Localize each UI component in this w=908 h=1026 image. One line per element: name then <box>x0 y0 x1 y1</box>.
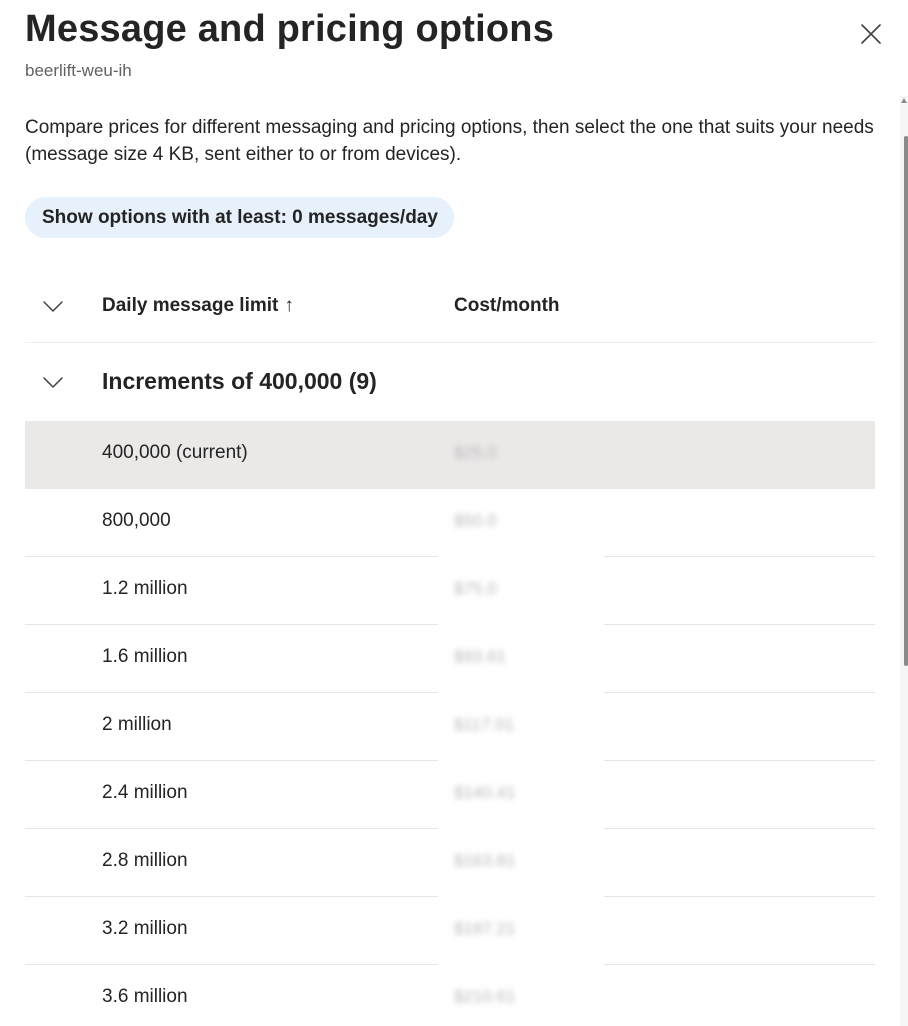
table-row[interactable] <box>25 693 875 761</box>
collapse-all-button[interactable] <box>43 297 63 317</box>
row-cost: $50.0 <box>454 511 497 530</box>
message-filter-pill[interactable] <box>25 197 454 238</box>
row-cost: $187.21 <box>454 919 516 938</box>
table-row[interactable] <box>25 625 875 693</box>
page-title: Message and pricing options <box>25 8 555 50</box>
row-daily-limit: 1.2 million <box>102 578 188 599</box>
row-daily-limit: 1.6 million <box>102 646 188 667</box>
row-daily-limit: 2 million <box>102 714 172 735</box>
column-header-daily-limit[interactable] <box>102 295 294 317</box>
table-row[interactable] <box>25 897 875 965</box>
description-text: Compare prices for different messaging and pricing options, then select the one that suits your needs (message size 4 KB, sent either to or from devices). <box>25 117 874 165</box>
row-cost: $140.41 <box>454 783 516 802</box>
table-row[interactable] <box>25 965 875 1026</box>
table-row[interactable] <box>25 761 875 829</box>
row-cost: $93.61 <box>454 647 506 666</box>
row-daily-limit: 800,000 <box>102 510 171 531</box>
row-cost: $210.61 <box>454 987 516 1006</box>
column-header-daily-limit-label: Daily message limit <box>102 295 279 316</box>
column-header-cost[interactable]: Cost/month <box>454 295 560 316</box>
scroll-up-icon[interactable] <box>901 98 907 103</box>
collapse-group-button[interactable] <box>43 373 63 393</box>
table-row[interactable] <box>25 421 875 489</box>
chevron-down-icon <box>43 377 63 389</box>
row-daily-limit: 3.2 million <box>102 918 188 939</box>
scrollbar-thumb[interactable] <box>904 136 908 666</box>
pricing-table <box>25 272 875 1026</box>
close-icon <box>860 23 882 45</box>
page-subtitle: beerlift-weu-ih <box>25 61 132 80</box>
table-header-row <box>25 272 875 343</box>
group-header-row[interactable] <box>25 343 875 421</box>
row-cost: $75.0 <box>454 579 497 598</box>
chevron-down-icon <box>43 301 63 313</box>
table-row[interactable] <box>25 557 875 625</box>
table-row[interactable] <box>25 489 875 557</box>
filter-label: Show options with at least: 0 messages/day <box>42 206 438 228</box>
row-daily-limit: 3.6 million <box>102 986 188 1007</box>
row-cost: $163.81 <box>454 851 516 870</box>
table-row[interactable] <box>25 829 875 897</box>
row-cost: $117.01 <box>454 715 515 734</box>
row-cost: $25.0 <box>454 443 497 462</box>
vertical-scrollbar[interactable] <box>900 96 908 1026</box>
sort-ascending-icon: ↑ <box>284 295 294 316</box>
row-daily-limit: 2.8 million <box>102 850 188 871</box>
row-daily-limit: 400,000 (current) <box>102 442 248 463</box>
group-title: Increments of 400,000 (9) <box>102 368 377 394</box>
close-button[interactable] <box>852 16 890 52</box>
row-daily-limit: 2.4 million <box>102 782 188 803</box>
